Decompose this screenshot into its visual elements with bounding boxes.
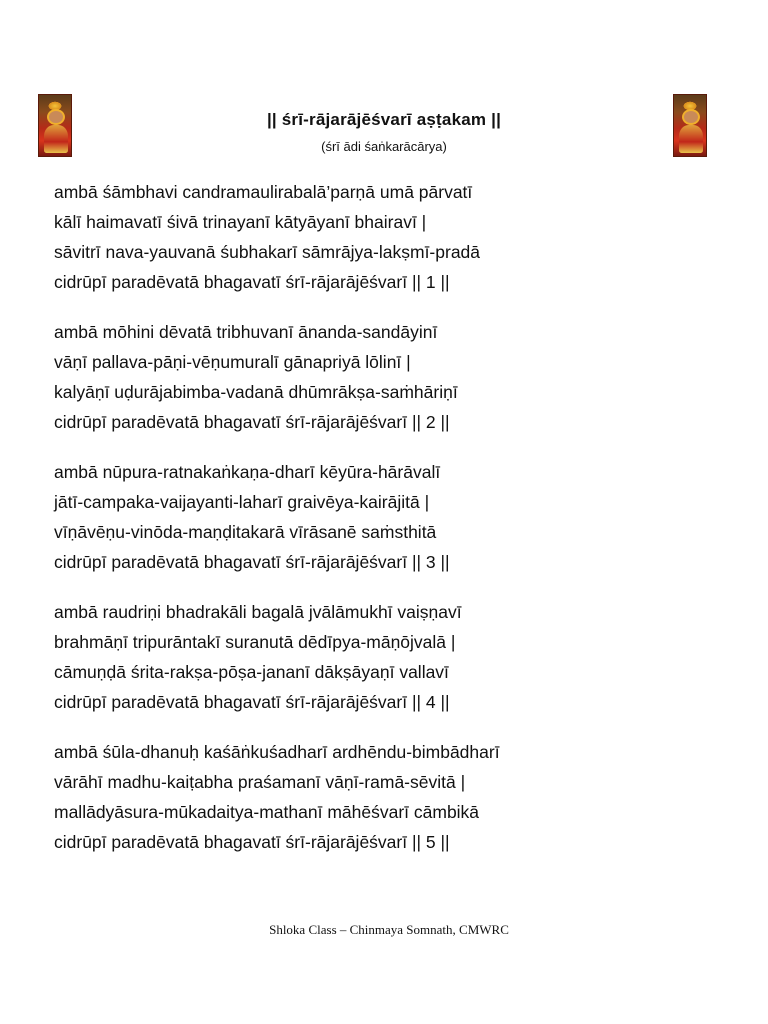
verse-line: ambā mōhini dēvatā tribhuvanī ānanda-sandāyinī xyxy=(54,322,438,342)
verse-line: cāmuṇḍā śrita-rakṣa-pōṣa-jananī dākṣāyaṇī vallavī xyxy=(54,662,449,682)
verse-line: mallādyāsura-mūkadaitya-mathanī māhēśvarī cāmbikā xyxy=(54,802,480,822)
verse-line: cidrūpī paradēvatā bhagavatī śrī-rājarājēśvarī || 2 || xyxy=(54,412,450,432)
verse-line: vārāhī madhu-kaiṭabha praśamanī vāṇī-ramā-sēvitā | xyxy=(54,772,466,792)
verse-line: cidrūpī paradēvatā bhagavatī śrī-rājarājēśvarī || 5 || xyxy=(54,832,450,852)
footer-text: Shloka Class – Chinmaya Somnath, CMWRC xyxy=(269,922,509,937)
page-title: || śrī-rājarājēśvarī aṣṭakam || xyxy=(266,110,502,129)
verse-1 xyxy=(54,177,734,297)
verse-5 xyxy=(54,737,734,857)
verse-line: ambā nūpura-ratnakaṅkaṇa-dharī kēyūra-hārāvalī xyxy=(54,462,441,482)
verse-4 xyxy=(54,597,734,717)
verses-container xyxy=(54,177,734,877)
author-subtitle: (śrī ādi śaṅkarācārya) xyxy=(321,139,447,154)
verse-line: vīṇāvēṇu-vinōda-maṇḍitakarā vīrāsanē saṁsthitā xyxy=(54,522,437,542)
verse-line: jātī-campaka-vaijayanti-laharī graivēya-kairājitā | xyxy=(54,492,430,512)
verse-line: ambā raudriṇi bhadrakāli bagalā jvālāmukhī vaiṣṇavī xyxy=(54,602,462,622)
verse-line: brahmāṇī tripurāntakī suranutā dēdīpya-māṇōjvalā | xyxy=(54,632,456,652)
verse-line: kālī haimavatī śivā trinayanī kātyāyanī bhairavī | xyxy=(54,212,427,232)
verse-line: cidrūpī paradēvatā bhagavatī śrī-rājarājēśvarī || 1 || xyxy=(54,272,450,292)
verse-line: kalyāṇī uḍurājabimba-vadanā dhūmrākṣa-saṁhāriṇī xyxy=(54,382,458,402)
verse-line: ambā śāmbhavi candramaulirabalā’parṇā umā pārvatī xyxy=(54,182,473,202)
verse-line: sāvitrī nava-yauvanā śubhakarī sāmrājya-lakṣmī-pradā xyxy=(54,242,481,262)
verse-line: ambā śūla-dhanuḥ kaśāṅkuśadharī ardhēndu-bimbādharī xyxy=(54,742,500,762)
verse-line: cidrūpī paradēvatā bhagavatī śrī-rājarājēśvarī || 4 || xyxy=(54,692,450,712)
verse-line: vāṇī pallava-pāṇi-vēṇumuralī gānapriyā lōlinī | xyxy=(54,352,411,372)
verse-3 xyxy=(54,457,734,577)
verse-line: cidrūpī paradēvatā bhagavatī śrī-rājarājēśvarī || 3 || xyxy=(54,552,450,572)
verse-2 xyxy=(54,317,734,437)
